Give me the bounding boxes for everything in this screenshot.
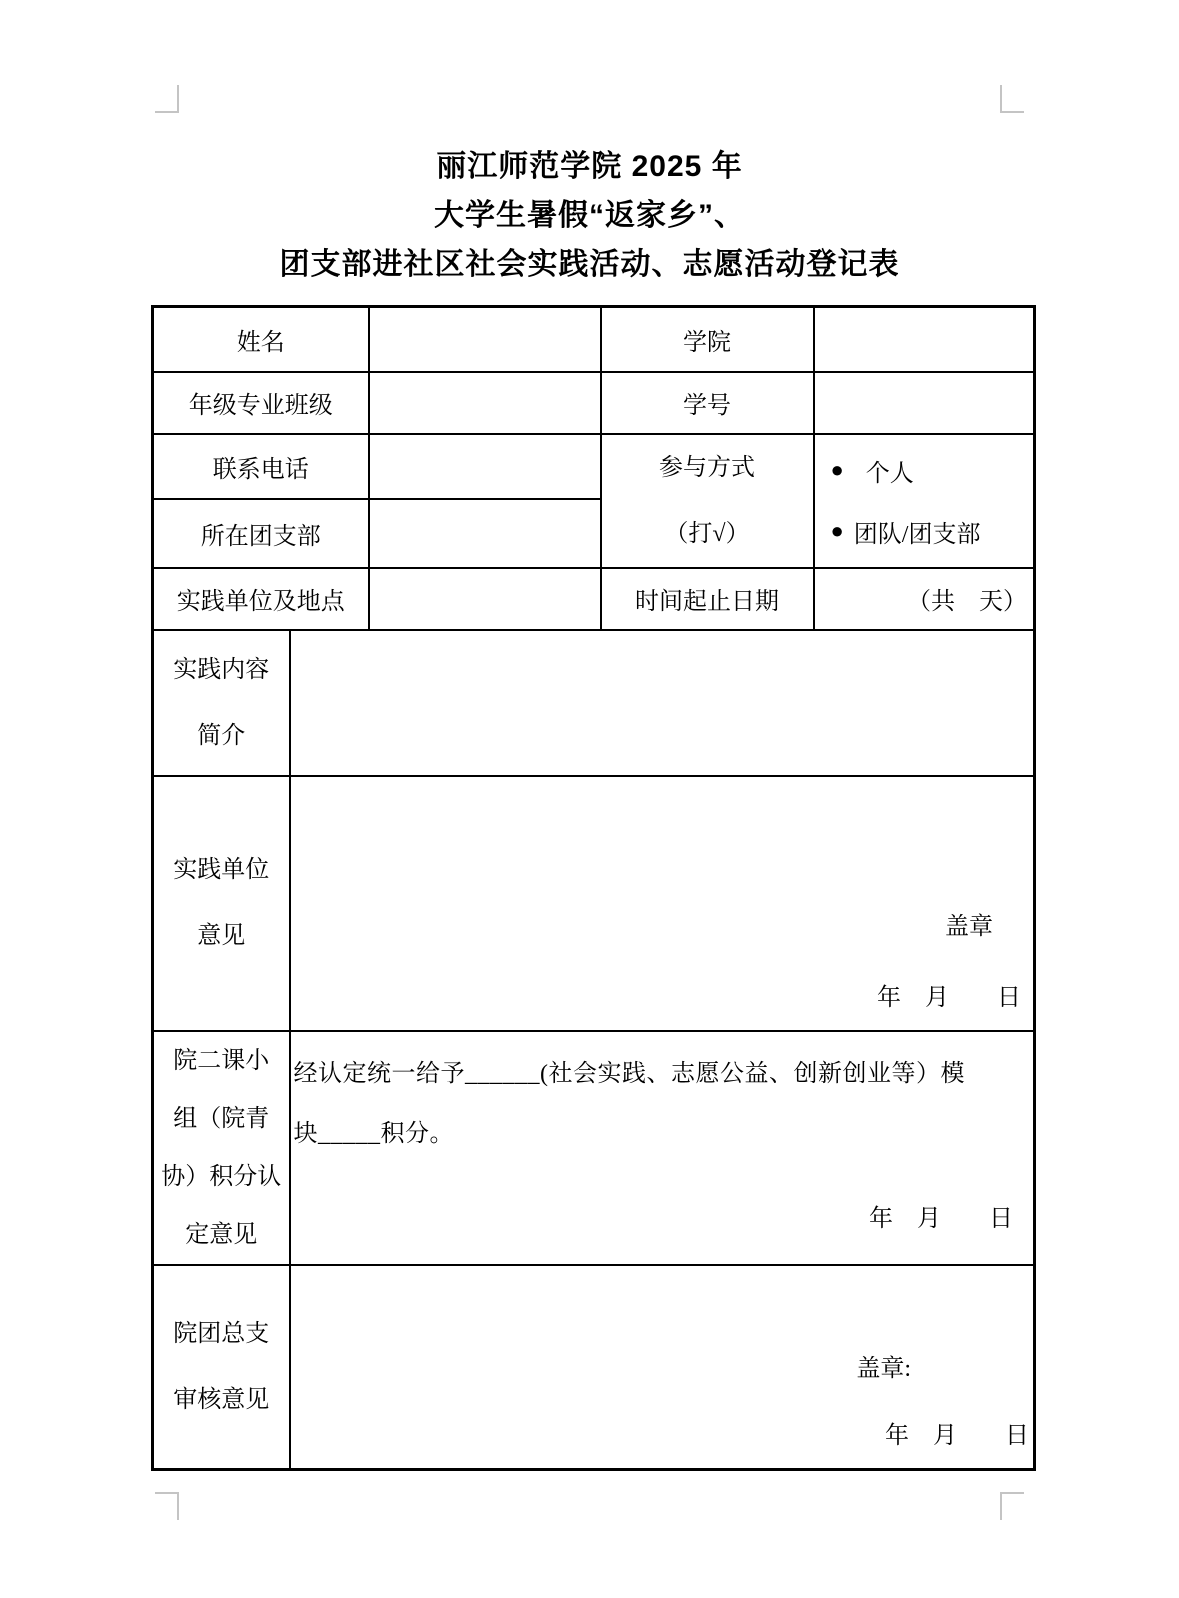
student-id-field[interactable] bbox=[814, 372, 1035, 434]
phone-field[interactable] bbox=[369, 434, 601, 499]
corner-mark-top-left-icon bbox=[155, 85, 179, 113]
practice-site-field[interactable] bbox=[369, 568, 601, 630]
content-intro-label-line-1: 实践内容 bbox=[173, 656, 270, 683]
content-intro-label bbox=[153, 630, 290, 776]
unit-opinion-seal-label: 盖章 bbox=[945, 913, 993, 940]
grade-class-field[interactable] bbox=[369, 372, 601, 434]
registration-form-table bbox=[151, 305, 1036, 1471]
participation-mode-check-hint: （打√） bbox=[664, 520, 750, 547]
participation-option-label: 个人 bbox=[865, 460, 914, 487]
filled-bullet-icon: ● bbox=[830, 518, 844, 543]
college-label: 学院 bbox=[601, 307, 814, 372]
duration-value[interactable]: （共 天） bbox=[814, 568, 1035, 630]
page-title-line-3: 团支部进社区社会实践活动、志愿活动登记表 bbox=[279, 248, 900, 281]
points-opinion-field[interactable] bbox=[290, 1031, 1035, 1265]
content-intro-label-line-2: 简介 bbox=[197, 722, 246, 749]
content-intro-field[interactable] bbox=[290, 630, 1035, 776]
duration-label: 时间起止日期 bbox=[601, 568, 814, 630]
page-title-line-2: 大学生暑假“返家乡”、 bbox=[434, 199, 745, 232]
unit-opinion-label-line-2: 意见 bbox=[197, 923, 246, 949]
league-review-label-line-2: 审核意见 bbox=[173, 1386, 270, 1413]
league-review-date-placeholder: 年 月 日 bbox=[885, 1423, 1029, 1449]
league-review-field[interactable] bbox=[290, 1265, 1035, 1470]
participation-mode-label-line-1: 参与方式 bbox=[659, 454, 755, 481]
unit-opinion-field[interactable] bbox=[290, 776, 1035, 1031]
points-statement-line-1: 经认定统一给予______(社会实践、志愿公益、创新创业等）模 bbox=[293, 1060, 965, 1087]
points-date-placeholder: 年 月 日 bbox=[869, 1205, 1013, 1232]
corner-mark-bottom-left-icon bbox=[155, 1492, 179, 1520]
practice-site-label: 实践单位及地点 bbox=[153, 568, 369, 630]
league-review-seal-label: 盖章: bbox=[856, 1356, 911, 1382]
unit-opinion-label bbox=[153, 776, 290, 1031]
points-committee-label-line-4: 定意见 bbox=[185, 1221, 258, 1248]
points-committee-label-line-1: 院二课小 bbox=[173, 1047, 270, 1074]
participation-option-team[interactable] bbox=[831, 514, 1034, 549]
league-review-label-line-1: 院团总支 bbox=[173, 1320, 270, 1347]
points-statement-line-2: 块_____积分。 bbox=[293, 1120, 454, 1147]
participation-options-cell bbox=[814, 434, 1035, 568]
participation-option-individual[interactable] bbox=[831, 453, 1034, 488]
phone-label: 联系电话 bbox=[153, 434, 369, 499]
league-review-label bbox=[153, 1265, 290, 1470]
league-branch-label: 所在团支部 bbox=[153, 499, 369, 568]
corner-mark-bottom-right-icon bbox=[1000, 1492, 1024, 1520]
points-committee-label-line-2: 组（院青 bbox=[173, 1105, 270, 1132]
corner-mark-top-right-icon bbox=[1000, 85, 1024, 113]
page-title bbox=[0, 142, 1179, 289]
college-field[interactable] bbox=[814, 307, 1035, 372]
name-label: 姓名 bbox=[153, 307, 369, 372]
league-branch-field[interactable] bbox=[369, 499, 601, 568]
name-field[interactable] bbox=[369, 307, 601, 372]
participation-mode-label bbox=[601, 434, 814, 568]
page-title-line-1: 丽江师范学院 2025 年 bbox=[436, 150, 743, 183]
unit-opinion-label-line-1: 实践单位 bbox=[173, 857, 270, 883]
unit-opinion-date-placeholder: 年 月 日 bbox=[877, 984, 1021, 1011]
points-committee-label-line-3: 协）积分认 bbox=[161, 1163, 282, 1190]
grade-class-label: 年级专业班级 bbox=[153, 372, 369, 434]
filled-bullet-icon: ● bbox=[830, 457, 844, 482]
participation-option-label: 团队/团支部 bbox=[853, 521, 981, 548]
points-committee-label bbox=[153, 1031, 290, 1265]
student-id-label: 学号 bbox=[601, 372, 814, 434]
